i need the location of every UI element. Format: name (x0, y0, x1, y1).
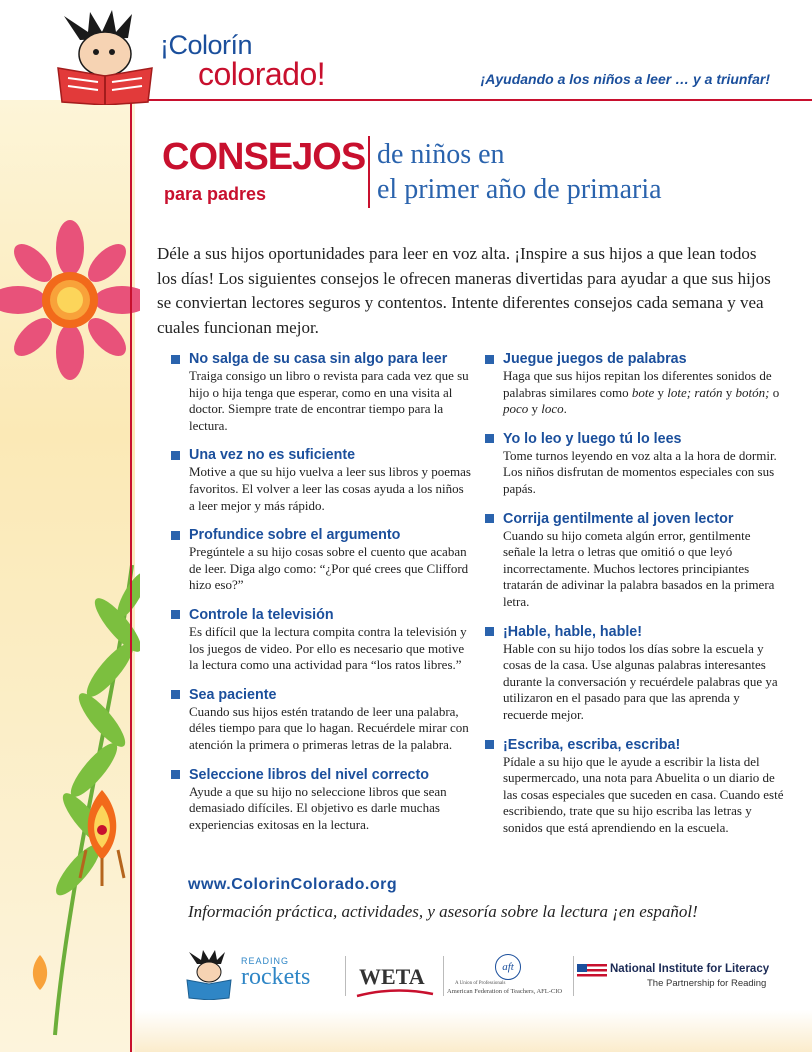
tip-heading: ¡Escriba, escriba, escriba! (503, 736, 681, 753)
tip-item (485, 350, 785, 418)
tip-heading: Controle la televisión (189, 606, 334, 623)
reading-kid-logo-icon (50, 10, 160, 105)
sponsor-logos (185, 950, 775, 1000)
left-rule (130, 99, 132, 1052)
tip-text: Motive a que su hijo vuelva a leer sus libros y poemas favoritos. El volver a leer las cosas ayuda a los niños a leer mejor y más rápido. (189, 464, 471, 513)
page-subtitle: para padres (164, 184, 267, 204)
small-flame-icon (33, 955, 47, 990)
aft-seal-icon: aft (495, 954, 521, 980)
tip-item (171, 686, 471, 754)
footer-tagline: Información práctica, actividades, y asesoría sobre la lectura ¡en español! (188, 902, 698, 921)
tip-text: Ayude a que su hijo no seleccione libros que sean demasiado difíciles. El objetivo es darle muchas experiencias exitosas en la lectura. (189, 783, 447, 832)
title-divider (368, 136, 370, 208)
square-bullet-icon (171, 355, 180, 364)
tip-item (485, 510, 785, 611)
sponsor-divider (345, 956, 346, 996)
tip-heading: Profundice sobre el argumento (189, 527, 401, 544)
tip-heading: Corrija gentilmente al joven lector (503, 510, 734, 527)
header-rule (130, 99, 812, 101)
logo-title-line2: colorado! (198, 56, 326, 92)
sponsor-divider (443, 956, 444, 996)
square-bullet-icon (171, 610, 180, 619)
header-tagline: ¡Ayudando a los niños a leer … y a triunfar! (480, 71, 770, 87)
decorative-border-art (0, 95, 140, 1052)
tip-item (485, 623, 785, 724)
tip-text: Es difícil que la lectura compita contra la televisión y los juegos de video. Por ello es necesario que motive la lectura como una actividad para “los ratos libres.” (189, 623, 467, 673)
weta-logo: WETA (353, 950, 439, 1000)
square-bullet-icon (485, 740, 494, 749)
tip-heading: ¡Hable, hable, hable! (503, 623, 643, 640)
square-bullet-icon (171, 770, 180, 779)
square-bullet-icon (171, 690, 180, 699)
tip-item (171, 350, 471, 434)
title-topic-line2: el primer año de primaria (377, 174, 662, 205)
square-bullet-icon (171, 451, 180, 460)
background-wash-bottom (135, 1010, 812, 1052)
reading-rockets-logo: READING rockets (185, 950, 345, 1000)
square-bullet-icon (485, 514, 494, 523)
tip-text: Cuando su hijo cometa algún error, gentilmente señale la letra o letras que omitió o que leyó incorrectamente. Muchos lectores principiantes tratarán de adivinar la palabra basados en la primera letra. (503, 527, 775, 609)
tip-item (171, 446, 471, 514)
tip-item (171, 526, 471, 594)
tip-item (485, 430, 785, 498)
tip-text: Pregúntele a su hijo cosas sobre el cuento que acaban de leer. Diga algo como: “¿Por qué crees que Clifford hizo eso?” (189, 544, 469, 593)
tip-text: Traiga consigo un libro o revista para cada vez que su hijo o hija tenga que esperar, como en una visita al doctor. Siempre trate de encontrar tiempo para la lectura. (189, 368, 469, 433)
tip-heading: No salga de su casa sin algo para leer (189, 351, 448, 367)
square-bullet-icon (485, 434, 494, 443)
nifl-logo: National Institute for Literacy The Partnership for Reading (577, 950, 775, 1000)
square-bullet-icon (485, 355, 494, 364)
tip-item (485, 736, 785, 837)
tip-heading: Juegue juegos de palabras (503, 351, 687, 367)
tip-heading: Yo lo leo y luego tú lo lees (503, 430, 682, 447)
aft-logo: aft A Union of Professionals American Federation of Teachers, AFL-CIO (447, 950, 575, 1000)
tip-text: Pídale a su hijo que le ayude a escribir la lista del supermercado, una nota para Abuelita o un diario de las cosas especiales que suceden en casa. Cuando esté escribiendo, trate que su hijo escriba las letras y sonidos que está aprendiendo en la escuela. (503, 753, 784, 835)
website-link[interactable]: www.ColorinColorado.org (188, 876, 398, 893)
tips-column-left (171, 350, 471, 845)
intro-paragraph: Déle a sus hijos oportunidades para leer en voz alta. ¡Inspire a sus hijos a que lean todos los días! Los siguientes consejos le ofrecen maneras divertidas para ayudar a que sus hijos se conviertan lectores seguros y contentos. Intente diferentes consejos cada semana y vea cuales funcionan mejor. (157, 244, 771, 337)
tips-column-right (485, 350, 785, 848)
square-bullet-icon (485, 627, 494, 636)
tip-heading: Seleccione libros del nivel correcto (189, 766, 429, 783)
tip-heading: Sea paciente (189, 686, 277, 703)
tip-item (171, 766, 471, 834)
tip-text: Haga que sus hijos repitan los diferentes sonidos de palabras similares como bote y lote; ratón y botón; o poco y loco. (503, 368, 780, 417)
tip-text: Tome turnos leyendo en voz alta a la hora de dormir. Los niños disfrutan de momentos especiales con sus papás. (503, 447, 777, 496)
flag-icon (577, 964, 607, 980)
tip-heading: Una vez no es suficiente (189, 447, 356, 464)
page-title: CONSEJOS (162, 136, 366, 178)
tip-text: Cuando sus hijos estén tratando de leer una palabra, déles tiempo para que lo hagan. Recuérdele mirar con atención la primera o primeras letras de la palabra. (189, 703, 469, 752)
sun-flower-icon (0, 220, 140, 380)
sponsor-divider (573, 956, 574, 996)
square-bullet-icon (171, 531, 180, 540)
reading-kid-small-icon (185, 950, 237, 1000)
tip-item (171, 606, 471, 674)
title-topic-line1: de niños en (377, 139, 505, 170)
logo-title-line1: ¡Colorín (160, 30, 253, 60)
weta-swoosh-icon (355, 988, 435, 1000)
tip-text: Hable con su hijo todos los días sobre la escuela y cosas de la casa. Use algunas palabras interesantes durante la conversación y recuérdele palabras que ya utilizaron en el pasado para que las aprenda y recuerde mejor. (503, 640, 778, 722)
